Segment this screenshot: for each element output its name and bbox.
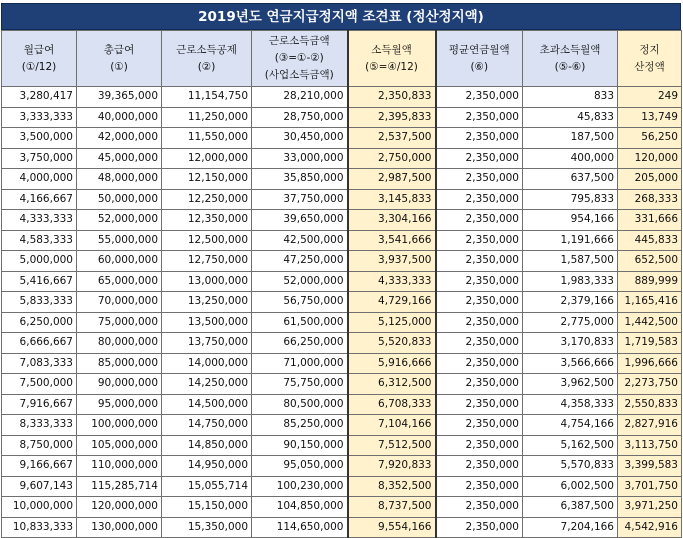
cell-income-amount: 95,050,000 [252, 456, 348, 477]
cell-income-amount: 37,750,000 [252, 189, 348, 210]
cell-deduction: 12,500,000 [162, 230, 252, 251]
cell-suspension-amount: 2,550,833 [618, 394, 682, 415]
header-line: 평균연금월액 [448, 43, 510, 56]
cell-monthly-income: 8,352,500 [348, 476, 436, 497]
cell-total-pay: 75,000,000 [77, 312, 162, 333]
cell-total-pay: 45,000,000 [77, 148, 162, 169]
cell-monthly-pay: 7,500,000 [2, 374, 77, 395]
cell-total-pay: 60,000,000 [77, 251, 162, 272]
cell-monthly-pay: 4,166,667 [2, 189, 77, 210]
cell-excess-income: 3,566,666 [523, 353, 618, 374]
header-earned-income-amount [252, 31, 348, 87]
cell-income-amount: 56,750,000 [252, 292, 348, 313]
cell-excess-income: 1,191,666 [523, 230, 618, 251]
cell-excess-income: 187,500 [523, 128, 618, 149]
cell-suspension-amount: 2,827,916 [618, 415, 682, 436]
cell-monthly-pay: 3,333,333 [2, 107, 77, 128]
cell-suspension-amount: 120,000 [618, 148, 682, 169]
cell-total-pay: 120,000,000 [77, 497, 162, 518]
cell-income-amount: 71,000,000 [252, 353, 348, 374]
cell-excess-income: 5,570,833 [523, 456, 618, 477]
table-row [2, 374, 682, 395]
table-row [2, 456, 682, 477]
cell-income-amount: 104,850,000 [252, 497, 348, 518]
cell-monthly-pay: 10,000,000 [2, 497, 77, 518]
table-body [2, 87, 682, 538]
cell-monthly-income: 7,104,166 [348, 415, 436, 436]
cell-income-amount: 85,250,000 [252, 415, 348, 436]
cell-income-amount: 33,000,000 [252, 148, 348, 169]
cell-excess-income: 400,000 [523, 148, 618, 169]
cell-suspension-amount: 1,996,666 [618, 353, 682, 374]
cell-deduction: 15,055,714 [162, 476, 252, 497]
cell-income-amount: 66,250,000 [252, 333, 348, 354]
cell-monthly-pay: 3,500,000 [2, 128, 77, 149]
cell-average-pension: 2,350,000 [436, 312, 523, 333]
cell-excess-income: 45,833 [523, 107, 618, 128]
header-earned-income-deduction [162, 31, 252, 87]
header-line: (①/12) [21, 60, 57, 73]
cell-income-amount: 30,450,000 [252, 128, 348, 149]
cell-monthly-pay: 8,750,000 [2, 435, 77, 456]
cell-excess-income: 5,162,500 [523, 435, 618, 456]
cell-income-amount: 114,650,000 [252, 517, 348, 538]
cell-total-pay: 85,000,000 [77, 353, 162, 374]
cell-excess-income: 2,379,166 [523, 292, 618, 313]
cell-monthly-pay: 4,000,000 [2, 169, 77, 190]
cell-monthly-income: 2,395,833 [348, 107, 436, 128]
header-line: (①) [110, 60, 128, 73]
cell-suspension-amount: 249 [618, 87, 682, 108]
cell-total-pay: 42,000,000 [77, 128, 162, 149]
cell-suspension-amount: 3,399,583 [618, 456, 682, 477]
cell-monthly-pay: 4,333,333 [2, 210, 77, 231]
cell-monthly-pay: 7,916,667 [2, 394, 77, 415]
cell-income-amount: 100,230,000 [252, 476, 348, 497]
cell-deduction: 13,000,000 [162, 271, 252, 292]
header-line: 정지 [639, 43, 660, 56]
cell-monthly-income: 3,145,833 [348, 189, 436, 210]
cell-total-pay: 105,000,000 [77, 435, 162, 456]
cell-monthly-pay: 3,750,000 [2, 148, 77, 169]
cell-average-pension: 2,350,000 [436, 189, 523, 210]
cell-average-pension: 2,350,000 [436, 107, 523, 128]
cell-monthly-pay: 9,607,143 [2, 476, 77, 497]
cell-monthly-income: 9,554,166 [348, 517, 436, 538]
cell-monthly-income: 5,125,000 [348, 312, 436, 333]
cell-suspension-amount: 205,000 [618, 169, 682, 190]
cell-monthly-income: 5,916,666 [348, 353, 436, 374]
cell-excess-income: 4,358,333 [523, 394, 618, 415]
cell-monthly-income: 4,729,166 [348, 292, 436, 313]
table-row [2, 251, 682, 272]
table-row [2, 87, 682, 108]
cell-total-pay: 55,000,000 [77, 230, 162, 251]
header-line: 월급여 [23, 43, 55, 56]
table-row [2, 189, 682, 210]
cell-monthly-pay: 10,833,333 [2, 517, 77, 538]
table-row [2, 128, 682, 149]
cell-total-pay: 110,000,000 [77, 456, 162, 477]
cell-total-pay: 100,000,000 [77, 415, 162, 436]
cell-deduction: 12,250,000 [162, 189, 252, 210]
cell-suspension-amount: 445,833 [618, 230, 682, 251]
table-row [2, 333, 682, 354]
cell-deduction: 14,250,000 [162, 374, 252, 395]
cell-monthly-pay: 9,166,667 [2, 456, 77, 477]
cell-monthly-income: 6,708,333 [348, 394, 436, 415]
cell-suspension-amount: 331,666 [618, 210, 682, 231]
cell-excess-income: 795,833 [523, 189, 618, 210]
cell-monthly-income: 3,937,500 [348, 251, 436, 272]
cell-excess-income: 6,387,500 [523, 497, 618, 518]
cell-excess-income: 954,166 [523, 210, 618, 231]
cell-average-pension: 2,350,000 [436, 415, 523, 436]
cell-deduction: 11,154,750 [162, 87, 252, 108]
cell-monthly-income: 3,304,166 [348, 210, 436, 231]
cell-average-pension: 2,350,000 [436, 271, 523, 292]
cell-monthly-pay: 7,083,333 [2, 353, 77, 374]
header-line: (⑤=④/12) [365, 60, 418, 73]
cell-excess-income: 3,962,500 [523, 374, 618, 395]
cell-excess-income: 4,754,166 [523, 415, 618, 436]
cell-excess-income: 2,775,000 [523, 312, 618, 333]
header-monthly-pay [2, 31, 77, 87]
cell-deduction: 13,750,000 [162, 333, 252, 354]
cell-average-pension: 2,350,000 [436, 476, 523, 497]
cell-income-amount: 80,500,000 [252, 394, 348, 415]
cell-deduction: 14,850,000 [162, 435, 252, 456]
cell-average-pension: 2,350,000 [436, 251, 523, 272]
cell-average-pension: 2,350,000 [436, 435, 523, 456]
cell-monthly-income: 5,520,833 [348, 333, 436, 354]
header-line: (사업소득금액) [264, 69, 334, 81]
cell-excess-income: 637,500 [523, 169, 618, 190]
header-line: 초과소득월액 [539, 43, 601, 56]
cell-deduction: 13,250,000 [162, 292, 252, 313]
table-row [2, 169, 682, 190]
cell-suspension-amount: 1,165,416 [618, 292, 682, 313]
cell-suspension-amount: 3,701,750 [618, 476, 682, 497]
cell-average-pension: 2,350,000 [436, 87, 523, 108]
pension-suspension-table [1, 30, 682, 538]
cell-excess-income: 833 [523, 87, 618, 108]
cell-monthly-income: 6,312,500 [348, 374, 436, 395]
header-excess-income [523, 31, 618, 87]
header-line: (⑤-⑥) [554, 60, 586, 73]
cell-average-pension: 2,350,000 [436, 210, 523, 231]
cell-income-amount: 52,000,000 [252, 271, 348, 292]
table-header [2, 31, 682, 87]
cell-income-amount: 61,500,000 [252, 312, 348, 333]
cell-monthly-income: 2,537,500 [348, 128, 436, 149]
cell-total-pay: 130,000,000 [77, 517, 162, 538]
cell-monthly-pay: 8,333,333 [2, 415, 77, 436]
cell-total-pay: 39,365,000 [77, 87, 162, 108]
cell-average-pension: 2,350,000 [436, 394, 523, 415]
cell-average-pension: 2,350,000 [436, 374, 523, 395]
cell-average-pension: 2,350,000 [436, 292, 523, 313]
cell-deduction: 12,350,000 [162, 210, 252, 231]
cell-deduction: 12,750,000 [162, 251, 252, 272]
header-total-pay [77, 31, 162, 87]
cell-monthly-income: 7,920,833 [348, 456, 436, 477]
header-line: 산정액 [634, 60, 665, 73]
header-line: 소득월액 [371, 43, 412, 56]
table-row [2, 230, 682, 251]
cell-income-amount: 39,650,000 [252, 210, 348, 231]
cell-monthly-income: 2,987,500 [348, 169, 436, 190]
cell-suspension-amount: 2,273,750 [618, 374, 682, 395]
cell-deduction: 15,350,000 [162, 517, 252, 538]
header-line: 총급여 [103, 43, 135, 56]
table-row [2, 107, 682, 128]
cell-monthly-pay: 5,416,667 [2, 271, 77, 292]
cell-deduction: 11,550,000 [162, 128, 252, 149]
cell-average-pension: 2,350,000 [436, 517, 523, 538]
cell-suspension-amount: 1,719,583 [618, 333, 682, 354]
cell-average-pension: 2,350,000 [436, 230, 523, 251]
cell-deduction: 14,950,000 [162, 456, 252, 477]
cell-monthly-pay: 3,280,417 [2, 87, 77, 108]
cell-total-pay: 48,000,000 [77, 169, 162, 190]
cell-excess-income: 6,002,500 [523, 476, 618, 497]
cell-total-pay: 115,285,714 [77, 476, 162, 497]
cell-total-pay: 52,000,000 [77, 210, 162, 231]
cell-monthly-income: 3,541,666 [348, 230, 436, 251]
cell-total-pay: 95,000,000 [77, 394, 162, 415]
header-average-pension [436, 31, 523, 87]
cell-average-pension: 2,350,000 [436, 333, 523, 354]
cell-income-amount: 47,250,000 [252, 251, 348, 272]
cell-average-pension: 2,350,000 [436, 148, 523, 169]
cell-suspension-amount: 3,113,750 [618, 435, 682, 456]
table-row [2, 435, 682, 456]
cell-excess-income: 3,170,833 [523, 333, 618, 354]
table-row [2, 394, 682, 415]
cell-monthly-pay: 5,833,333 [2, 292, 77, 313]
cell-suspension-amount: 889,999 [618, 271, 682, 292]
header-line: (⑥) [470, 60, 489, 73]
header-line: (②) [197, 60, 216, 73]
cell-total-pay: 50,000,000 [77, 189, 162, 210]
cell-excess-income: 1,983,333 [523, 271, 618, 292]
cell-monthly-income: 2,350,833 [348, 87, 436, 108]
header-monthly-income [348, 31, 436, 87]
cell-excess-income: 7,204,166 [523, 517, 618, 538]
cell-total-pay: 70,000,000 [77, 292, 162, 313]
cell-monthly-income: 7,512,500 [348, 435, 436, 456]
cell-suspension-amount: 4,542,916 [618, 517, 682, 538]
cell-monthly-pay: 6,666,667 [2, 333, 77, 354]
cell-average-pension: 2,350,000 [436, 169, 523, 190]
header-line: 근로소득금액 [268, 35, 330, 47]
table-row [2, 476, 682, 497]
cell-deduction: 11,250,000 [162, 107, 252, 128]
cell-average-pension: 2,350,000 [436, 353, 523, 374]
cell-suspension-amount: 13,749 [618, 107, 682, 128]
table-row [2, 271, 682, 292]
table-row [2, 210, 682, 231]
cell-income-amount: 28,750,000 [252, 107, 348, 128]
cell-income-amount: 35,850,000 [252, 169, 348, 190]
cell-suspension-amount: 268,333 [618, 189, 682, 210]
table-row [2, 292, 682, 313]
pension-table-container [1, 3, 681, 538]
table-row [2, 312, 682, 333]
cell-monthly-pay: 4,583,333 [2, 230, 77, 251]
cell-excess-income: 1,587,500 [523, 251, 618, 272]
table-row [2, 415, 682, 436]
header-suspension-amount [618, 31, 682, 87]
cell-average-pension: 2,350,000 [436, 497, 523, 518]
cell-monthly-pay: 6,250,000 [2, 312, 77, 333]
cell-suspension-amount: 3,971,250 [618, 497, 682, 518]
table-title: 2019년도 연금지급정지액 조견표 (정산정지액) [1, 3, 681, 30]
cell-average-pension: 2,350,000 [436, 456, 523, 477]
cell-total-pay: 90,000,000 [77, 374, 162, 395]
table-row [2, 517, 682, 538]
cell-income-amount: 75,750,000 [252, 374, 348, 395]
cell-deduction: 14,750,000 [162, 415, 252, 436]
cell-income-amount: 42,500,000 [252, 230, 348, 251]
cell-monthly-income: 4,333,333 [348, 271, 436, 292]
cell-total-pay: 65,000,000 [77, 271, 162, 292]
cell-deduction: 15,150,000 [162, 497, 252, 518]
cell-income-amount: 28,210,000 [252, 87, 348, 108]
table-row [2, 148, 682, 169]
cell-suspension-amount: 56,250 [618, 128, 682, 149]
cell-total-pay: 40,000,000 [77, 107, 162, 128]
cell-deduction: 14,000,000 [162, 353, 252, 374]
table-row [2, 353, 682, 374]
cell-deduction: 14,500,000 [162, 394, 252, 415]
cell-income-amount: 90,150,000 [252, 435, 348, 456]
cell-suspension-amount: 1,442,500 [618, 312, 682, 333]
cell-deduction: 12,150,000 [162, 169, 252, 190]
header-line: 근로소득공제 [176, 43, 237, 56]
cell-monthly-income: 8,737,500 [348, 497, 436, 518]
cell-suspension-amount: 652,500 [618, 251, 682, 272]
cell-average-pension: 2,350,000 [436, 128, 523, 149]
cell-monthly-pay: 5,000,000 [2, 251, 77, 272]
cell-monthly-income: 2,750,000 [348, 148, 436, 169]
cell-deduction: 13,500,000 [162, 312, 252, 333]
header-line: (③=①-②) [274, 52, 324, 64]
cell-total-pay: 80,000,000 [77, 333, 162, 354]
cell-deduction: 12,000,000 [162, 148, 252, 169]
